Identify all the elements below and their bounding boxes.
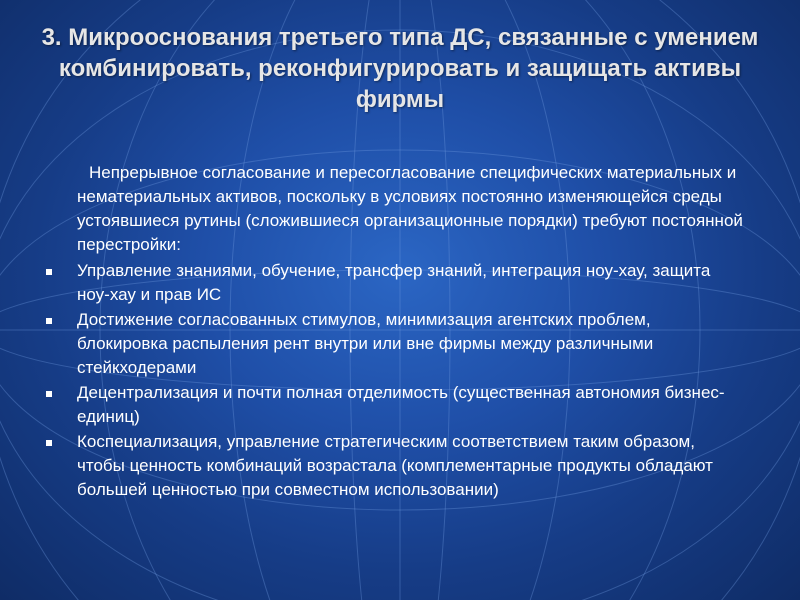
slide-title: 3. Микрооснования третьего типа ДС, связанные с умением комбинировать, реконфигурировать и защищать активы фирмы (41, 24, 759, 113)
bullet-item (44, 381, 744, 429)
bullet-item (44, 430, 744, 502)
square-bullet-icon (46, 440, 52, 446)
bullet-item (44, 308, 744, 380)
bullet-text: Управление знаниями, обучение, трансфер знаний, интеграция ноу-хау, защита ноу-хау и прав ИС (77, 261, 711, 304)
bullet-text: Децентрализация и почти полная отделимость (существенная автономия бизнес-единиц) (77, 383, 725, 426)
intro-paragraph: Непрерывное согласование и пересогласование специфических материальных и нематериальных активов, поскольку в условиях постоянно изменяющейся среды устоявшиеся рутины (сложившиеся организационные порядки) требуют постоянной перестройки: (77, 163, 743, 254)
square-bullet-icon (46, 269, 52, 275)
bullet-text: Коспециализация, управление стратегическим соответствием таким образом, чтобы ценность комбинаций возрастала (комплементарные продукты обладают большей ценностью при совместном использовании) (77, 432, 713, 499)
bullet-item (44, 259, 744, 307)
bullet-text: Достижение согласованных стимулов, минимизация агентских проблем, блокировка распыления рент внутри или вне фирмы между различными стейкходерами (77, 310, 654, 377)
square-bullet-icon (46, 318, 52, 324)
square-bullet-icon (46, 391, 52, 397)
slide-body (44, 161, 744, 503)
